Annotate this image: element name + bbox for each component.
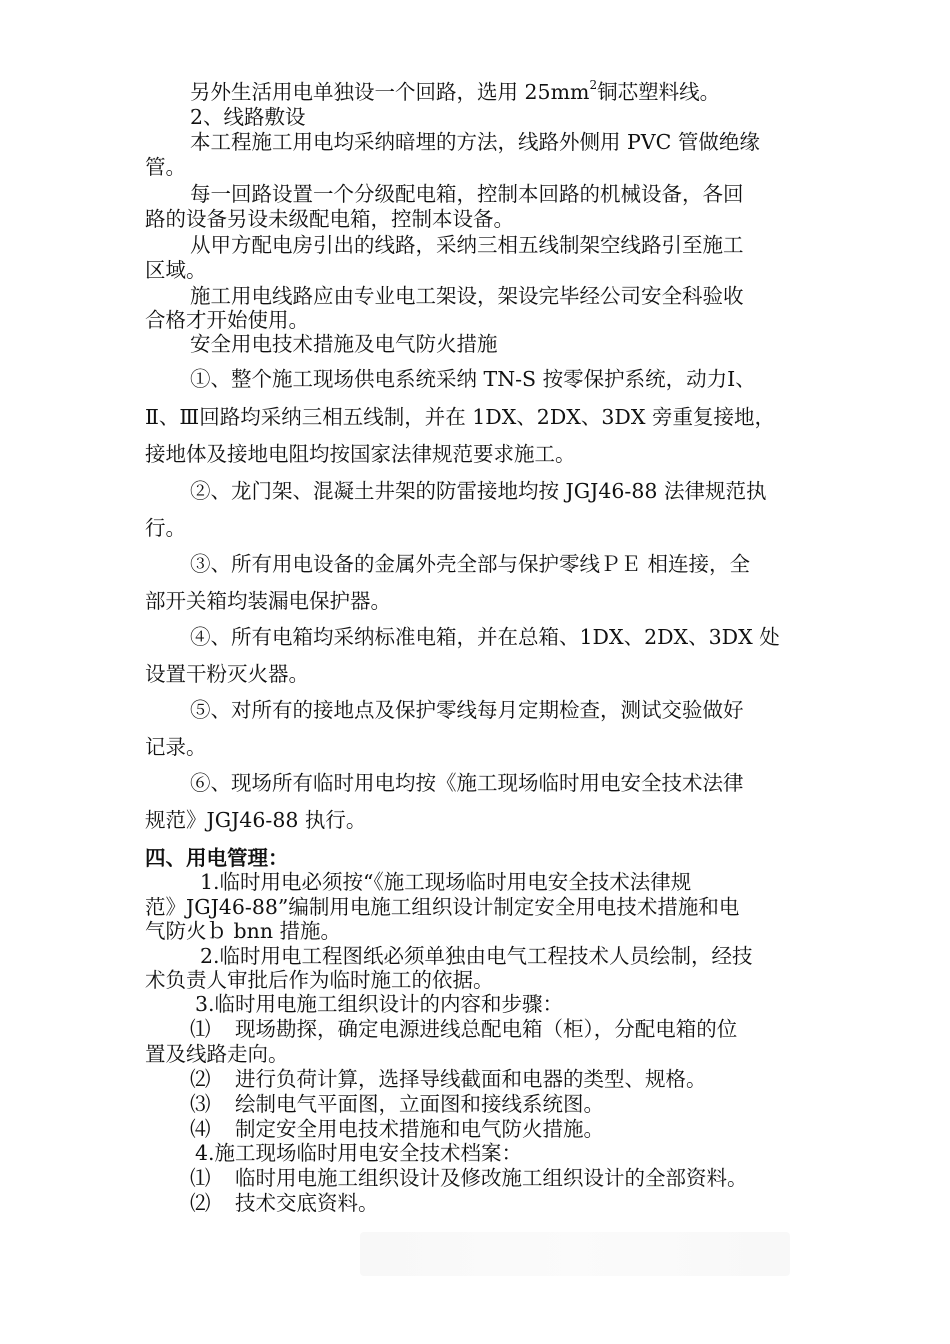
item-1-line1: 1.临时用电必须按“《施工现场临时用电安全技术法律规 bbox=[200, 870, 692, 894]
item-1-line3: 气防火ｂ bnn 措施。 bbox=[145, 919, 342, 943]
subheading-line-laying: 2、线路敷设 bbox=[190, 105, 306, 129]
paragraph-pvc-line2: 管。 bbox=[145, 155, 186, 179]
measure-5-line1: ⑤、对所有的接地点及保护零线每月定期检查，测试交验做好 bbox=[190, 698, 744, 722]
item-3-sub4-number: ⑷ bbox=[190, 1117, 211, 1141]
paragraph-distribution-line1: 每一回路设置一个分级配电箱，控制本回路的机械设备，各回 bbox=[190, 182, 744, 206]
subheading-safety-measures: 安全用电技术措施及电气防火措施 bbox=[190, 332, 498, 356]
paragraph-lighting-circuit-end: 铜芯塑料线。 bbox=[597, 80, 721, 104]
paragraph-electrician-line1: 施工用电线路应由专业电工架设，架设完毕经公司安全科验收 bbox=[190, 284, 744, 308]
item-4-sub2-number: ⑵ bbox=[190, 1191, 211, 1215]
measure-4-line2: 设置干粉灭火器。 bbox=[145, 662, 309, 686]
item-3-heading: 3.临时用电施工组织设计的内容和步骤： bbox=[195, 992, 564, 1016]
item-3-sub4-line1: 制定安全用电技术措施和电气防火措施。 bbox=[235, 1117, 604, 1141]
item-4-sub2-line1: 技术交底资料。 bbox=[235, 1191, 379, 1215]
item-3-sub1-line2: 置及线路走向。 bbox=[145, 1042, 289, 1066]
paragraph-lighting-circuit-text: 另外生活用电单独设一个回路，选用 25mm bbox=[190, 80, 590, 104]
measure-6-line2: 规范》JGJ46-88 执行。 bbox=[145, 808, 367, 832]
measure-1-line1: ①、整个施工现场供电系统采纳 TN-S 按零保护系统，动力Ⅰ、 bbox=[190, 367, 756, 391]
item-4-sub1-number: ⑴ bbox=[190, 1166, 211, 1190]
measure-2-line2: 行。 bbox=[145, 516, 186, 540]
measure-3-line2: 部开关箱均装漏电保护器。 bbox=[145, 589, 391, 613]
item-3-sub1-line1: 现场勘探，确定电源进线总配电箱（柜），分配电箱的位 bbox=[235, 1017, 738, 1041]
measure-3-line1: ③、所有用电设备的金属外壳全部与保护零线ＰＥ 相连接，全 bbox=[190, 552, 751, 576]
item-1-line2: 范》JGJ46-88”编制用电施工组织设计制定安全用电技术措施和电 bbox=[145, 895, 740, 919]
paragraph-lighting-circuit bbox=[190, 79, 720, 105]
paragraph-electrician-line2: 合格才开始使用。 bbox=[145, 308, 309, 332]
paragraph-pvc-line1: 本工程施工用电均采纳暗埋的方法，线路外侧用 PVC 管做绝缘 bbox=[190, 130, 760, 154]
item-3-sub1-number: ⑴ bbox=[190, 1017, 211, 1041]
item-4-sub1-line1: 临时用电施工组织设计及修改施工组织设计的全部资料。 bbox=[235, 1166, 748, 1190]
measure-4-line1: ④、所有电箱均采纳标准电箱，并在总箱、1DX、2DX、3DX 处 bbox=[190, 625, 780, 649]
paragraph-distribution-line2: 路的设备另设未级配电箱，控制本设备。 bbox=[145, 207, 514, 231]
paragraph-overhead-line1: 从甲方配电房引出的线路，采纳三相五线制架空线路引至施工 bbox=[190, 233, 744, 257]
measure-1-line2: Ⅱ、Ⅲ回路均采纳三相五线制，并在 1DX、2DX、3DX 旁重复接地， bbox=[145, 405, 775, 429]
section-heading-power-management: 四、用电管理： bbox=[145, 846, 289, 870]
superscript-2: 2 bbox=[589, 78, 598, 93]
item-3-sub2-line1: 进行负荷计算，选择导线截面和电器的类型、规格。 bbox=[235, 1067, 707, 1091]
item-2-line2: 术负责人审批后作为临时施工的依据。 bbox=[145, 968, 494, 992]
measure-5-line2: 记录。 bbox=[145, 735, 207, 759]
faint-watermark bbox=[360, 1232, 790, 1276]
measure-2-line1: ②、龙门架、混凝土井架的防雷接地均按 JGJ46-88 法律规范执 bbox=[190, 479, 767, 503]
item-3-sub3-line1: 绘制电气平面图，立面图和接线系统图。 bbox=[235, 1092, 604, 1116]
item-3-sub3-number: ⑶ bbox=[190, 1092, 211, 1116]
measure-6-line1: ⑥、现场所有临时用电均按《施工现场临时用电安全技术法律 bbox=[190, 771, 744, 795]
item-4-heading: 4.施工现场临时用电安全技术档案： bbox=[195, 1141, 523, 1165]
item-3-sub2-number: ⑵ bbox=[190, 1067, 211, 1091]
paragraph-overhead-line2: 区域。 bbox=[145, 258, 207, 282]
measure-1-line3: 接地体及接地电阻均按国家法律规范要求施工。 bbox=[145, 442, 576, 466]
item-2-line1: 2.临时用电工程图纸必须单独由电气工程技术人员绘制，经技 bbox=[200, 944, 753, 968]
